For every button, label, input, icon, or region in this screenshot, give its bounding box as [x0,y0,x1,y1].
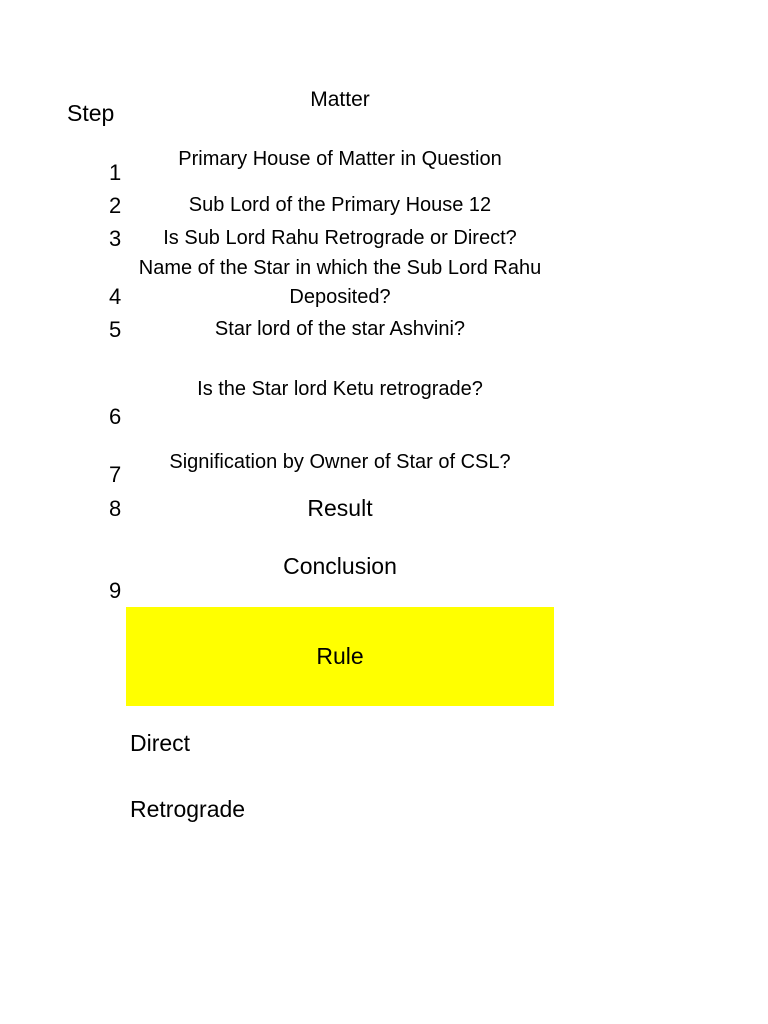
step-number: 9 [109,578,122,603]
step-number: 5 [109,317,122,342]
step-number: 4 [109,284,122,309]
step-number: 3 [109,226,122,251]
step-number: 2 [109,193,122,218]
rule-box [126,607,554,706]
step-question-line: Name of the Star in which the Sub Lord Rahu [138,257,542,279]
rule-label: Rule [316,643,364,669]
step-question: Signification by Owner of Star of CSL? [169,451,511,473]
step-number: 1 [109,160,122,185]
step-number: 7 [109,462,122,487]
step-question: Sub Lord of the Primary House 12 [188,194,492,216]
step-number: 8 [109,496,122,521]
step-question: Is Sub Lord Rahu Retrograde or Direct? [163,227,517,249]
rule-option-retrograde: Retrograde [130,796,246,822]
conclusion-label: Conclusion [283,553,397,579]
step-header: Step [67,100,115,126]
step-question-line: Deposited? [289,286,391,308]
step-question: Primary House of Matter in Question [178,148,502,170]
matter-header: Matter [310,88,370,111]
step-question: Is the Star lord Ketu retrograde? [197,378,483,400]
rule-option-direct: Direct [130,730,191,756]
result-label: Result [307,495,373,521]
step-question: Star lord of the star Ashvini? [214,318,466,340]
step-number: 6 [109,404,122,429]
